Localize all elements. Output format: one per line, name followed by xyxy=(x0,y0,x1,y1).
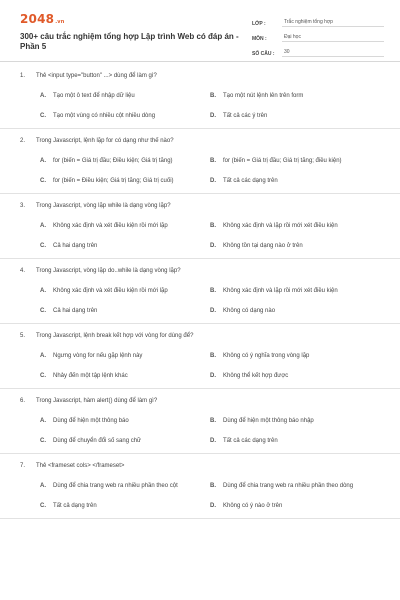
answer-option[interactable] xyxy=(210,86,380,106)
answer-option[interactable] xyxy=(210,496,380,516)
option-letter: A. xyxy=(40,93,46,99)
option-text: Tất cả các dạng trên xyxy=(223,438,278,444)
answer-options xyxy=(20,346,380,386)
answer-option[interactable] xyxy=(40,216,210,236)
question-body: Trong Javascript, hàm alert() dùng để làm gì? xyxy=(36,398,158,404)
option-text: Tất cả dạng trên xyxy=(53,503,97,509)
question-text xyxy=(20,202,380,211)
option-text: Không xác định và xét điều kiện rồi mới lặp xyxy=(53,223,168,229)
option-text: Dùng để hiện một thông báo nhập xyxy=(223,418,314,424)
option-letter: A. xyxy=(40,483,46,489)
answer-option[interactable] xyxy=(40,281,210,301)
option-letter: A. xyxy=(40,288,46,294)
answer-options xyxy=(20,216,380,256)
answer-option[interactable] xyxy=(210,411,380,431)
question-text xyxy=(20,72,380,81)
option-letter: D. xyxy=(210,438,216,444)
answer-options xyxy=(20,86,380,126)
question-number: 2. xyxy=(20,138,26,144)
option-letter: A. xyxy=(40,418,46,424)
answer-options xyxy=(20,151,380,191)
option-letter: C. xyxy=(40,503,46,509)
question-list xyxy=(0,64,400,519)
answer-option[interactable] xyxy=(210,281,380,301)
option-letter: D. xyxy=(210,308,216,314)
option-letter: D. xyxy=(210,178,216,184)
answer-option[interactable] xyxy=(40,301,210,321)
answer-option[interactable] xyxy=(210,431,380,451)
answer-option[interactable] xyxy=(210,476,380,496)
option-text: Không thể kết hợp được xyxy=(223,373,289,379)
option-text: Dùng để chia trang web ra nhiều phần theo dòng xyxy=(223,483,354,489)
option-text: Tất cả các ý trên xyxy=(223,113,268,119)
meta-row-class xyxy=(252,14,384,27)
answer-option[interactable] xyxy=(210,216,380,236)
answer-option[interactable] xyxy=(210,171,380,191)
option-text: Không xác định và xét điều kiện rồi mới lặp xyxy=(53,288,168,294)
question-text xyxy=(20,462,380,471)
answer-option[interactable] xyxy=(40,151,210,171)
option-text: Cả hai dạng trên xyxy=(53,308,98,314)
meta-value: Trắc nghiệm tổng hợp xyxy=(282,19,384,27)
site-logo[interactable] xyxy=(20,12,65,26)
option-text: Tạo một nút lệnh lên trên form xyxy=(223,93,304,99)
meta-value: 30 xyxy=(282,49,384,57)
meta-label: LỚP : xyxy=(252,21,266,27)
meta-info xyxy=(252,14,384,59)
meta-row-subject xyxy=(252,29,384,42)
option-text: Không có ý nào ở trên xyxy=(223,503,283,509)
option-letter: B. xyxy=(210,93,216,99)
answer-options xyxy=(20,411,380,451)
option-text: Ngưng vòng for nếu gặp lệnh này xyxy=(53,353,143,359)
question-text xyxy=(20,332,380,341)
answer-option[interactable] xyxy=(210,236,380,256)
answer-option[interactable] xyxy=(210,151,380,171)
option-letter: B. xyxy=(210,418,216,424)
option-letter: C. xyxy=(40,373,46,379)
answer-option[interactable] xyxy=(40,411,210,431)
question-3 xyxy=(0,194,400,259)
answer-option[interactable] xyxy=(40,86,210,106)
option-text: Không xác định và lặp rồi mới xét điều kiện xyxy=(223,223,338,229)
question-number: 5. xyxy=(20,333,26,339)
answer-options xyxy=(20,281,380,321)
question-number: 1. xyxy=(20,73,26,79)
answer-option[interactable] xyxy=(40,171,210,191)
question-7 xyxy=(0,454,400,519)
option-letter: C. xyxy=(40,178,46,184)
question-number: 4. xyxy=(20,268,26,274)
option-letter: C. xyxy=(40,113,46,119)
option-text: Không tồn tại dạng nào ở trên xyxy=(223,243,303,249)
option-letter: C. xyxy=(40,438,46,444)
answer-option[interactable] xyxy=(40,346,210,366)
question-text xyxy=(20,267,380,276)
logo-suffix: .vn xyxy=(55,19,65,25)
answer-option[interactable] xyxy=(210,106,380,126)
answer-option[interactable] xyxy=(40,366,210,386)
meta-row-count xyxy=(252,44,384,57)
answer-option[interactable] xyxy=(40,236,210,256)
answer-option[interactable] xyxy=(210,346,380,366)
option-letter: D. xyxy=(210,113,216,119)
option-letter: D. xyxy=(210,243,216,249)
option-letter: C. xyxy=(40,308,46,314)
answer-option[interactable] xyxy=(40,496,210,516)
question-text xyxy=(20,397,380,406)
option-letter: D. xyxy=(210,503,216,509)
question-body: Trong Javascript, lệnh lặp for có dạng như thế nào? xyxy=(36,138,174,144)
question-body: Thẻ <input type="button" ...> dùng để làm gì? xyxy=(36,73,157,79)
answer-option[interactable] xyxy=(210,366,380,386)
option-text: Nhảy đến một tập lệnh khác xyxy=(53,373,128,379)
option-letter: D. xyxy=(210,373,216,379)
document-title: 300+ câu trắc nghiệm tổng hợp Lập trình Web có đáp án - Phần 5 xyxy=(20,32,239,51)
option-letter: B. xyxy=(210,288,216,294)
meta-label: MÔN : xyxy=(252,36,267,42)
document-header xyxy=(0,0,400,62)
option-text: Không xác định và lặp rồi mới xét điều kiện xyxy=(223,288,338,294)
option-letter: B. xyxy=(210,483,216,489)
meta-label: SỐ CÂU : xyxy=(252,51,275,57)
option-letter: B. xyxy=(210,223,216,229)
question-body: Thẻ <frameset cols> </frameset> xyxy=(36,463,125,469)
question-number: 6. xyxy=(20,398,26,404)
logo-main: 2048 xyxy=(20,12,55,26)
question-4 xyxy=(0,259,400,324)
question-body: Trong Javascript, lệnh break kết hợp với vòng for dùng để? xyxy=(36,333,194,339)
option-letter: A. xyxy=(40,223,46,229)
option-text: Cả hai dạng trên xyxy=(53,243,98,249)
option-text: Dùng để chia trang web ra nhiều phần theo cột xyxy=(53,483,178,489)
answer-option[interactable] xyxy=(210,301,380,321)
question-6 xyxy=(0,389,400,454)
option-letter: B. xyxy=(210,353,216,359)
option-letter: A. xyxy=(40,353,46,359)
question-number: 7. xyxy=(20,463,26,469)
question-number: 3. xyxy=(20,203,26,209)
answer-options xyxy=(20,476,380,516)
option-text: Tất cả các dạng trên xyxy=(223,178,278,184)
option-letter: B. xyxy=(210,158,216,164)
option-text: for (biến = Giá trị đầu; Điều kiện; Giá trị tăng) xyxy=(53,158,173,164)
question-1 xyxy=(0,64,400,129)
question-5 xyxy=(0,324,400,389)
answer-option[interactable] xyxy=(40,431,210,451)
option-text: Không có ý nghĩa trong vòng lặp xyxy=(223,353,310,359)
answer-option[interactable] xyxy=(40,106,210,126)
option-letter: C. xyxy=(40,243,46,249)
question-text xyxy=(20,137,380,146)
meta-value: Đại học xyxy=(282,34,384,42)
question-body: Trong Javascript, vòng lặp do..while là dạng vòng lặp? xyxy=(36,268,181,274)
option-text: Tạo một ô text để nhập dữ liệu xyxy=(53,93,135,99)
option-text: Không có dạng nào xyxy=(223,308,276,314)
option-text: for (biến = Điều kiện; Giá trị tăng; Giá trị cuối) xyxy=(53,178,174,184)
option-text: Dùng để hiện một thông báo xyxy=(53,418,129,424)
option-text: Dùng để chuyển đổi số sang chữ xyxy=(53,438,142,444)
option-letter: A. xyxy=(40,158,46,164)
question-2 xyxy=(0,129,400,194)
option-text: Tạo một vùng có nhiều cột nhiều dòng xyxy=(53,113,156,119)
question-body: Trong Javascript, vòng lặp while là dạng vòng lặp? xyxy=(36,203,171,209)
answer-option[interactable] xyxy=(40,476,210,496)
option-text: for (biến = Giá trị đầu; Giá trị tăng; điều kiện) xyxy=(223,158,342,164)
